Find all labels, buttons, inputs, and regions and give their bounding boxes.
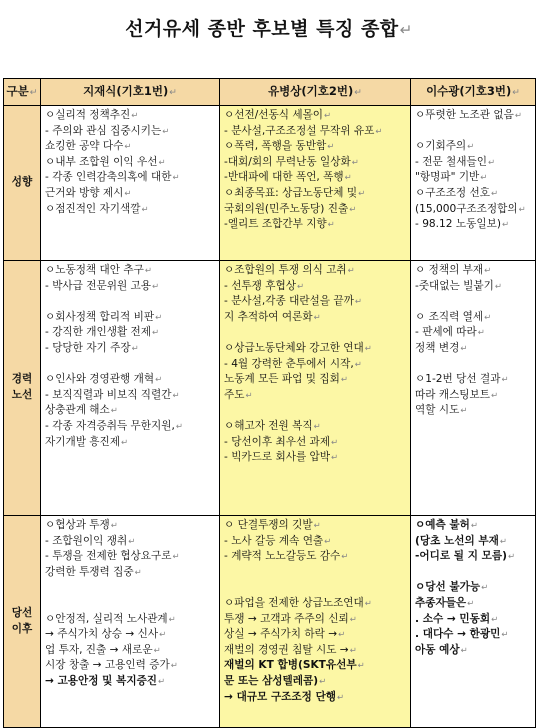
cell-text-line	[224, 674, 407, 690]
line-text: - 선투쟁 후협상	[224, 279, 296, 292]
paragraph-mark-icon: ↵	[172, 551, 180, 562]
cell-candidate-2	[220, 261, 411, 516]
line-text: "항명파" 기반	[415, 171, 480, 184]
paragraph-mark-icon: ↵	[460, 342, 468, 353]
blank-line	[224, 325, 407, 341]
paragraph-mark-icon: ↵	[467, 597, 475, 608]
line-text: - 판세에 따라	[415, 326, 477, 339]
paragraph-mark-icon: ↵	[491, 613, 499, 624]
cell-text-line	[224, 643, 407, 659]
paragraph-mark-icon: ↵	[460, 644, 468, 655]
cell-text-line	[45, 325, 216, 341]
line-text: ㅇ 조직력 열세	[415, 310, 484, 323]
paragraph-mark-icon: ↵	[491, 187, 499, 198]
line-text: ㅇ점진적인 자기색깔	[45, 202, 141, 215]
cell-text-line	[224, 450, 407, 466]
cell-text-line	[224, 596, 407, 612]
row-category-text: 경력	[11, 373, 33, 386]
line-text: ㅇ당선 불가능	[415, 581, 481, 594]
cell-text-line	[45, 108, 216, 124]
cell-text-line	[415, 627, 532, 643]
line-text: -반대파에 대한 폭언, 폭행	[224, 171, 344, 184]
cell-text-line	[415, 108, 532, 124]
header-category: 구분↵	[4, 79, 41, 106]
cell-text-line	[415, 580, 532, 596]
line-text: ㅇ 단결투쟁의 깃발	[224, 519, 313, 531]
paragraph-mark-icon: ↵	[349, 613, 357, 624]
paragraph-mark-icon: ↵	[152, 280, 160, 291]
line-text: 상실 → 주식가치 하락 →	[224, 628, 338, 641]
cell-text-line	[45, 124, 216, 140]
line-text: - 강직한 개인생활 전제	[45, 326, 152, 339]
line-text: - 분사설,각종 대란설을 끝까	[224, 295, 354, 308]
line-text: - 당선이후 최우선 과제	[224, 435, 331, 448]
row-category-text: 이후	[11, 622, 33, 635]
cell-text-line	[415, 403, 532, 419]
cell-text-line	[45, 565, 216, 581]
cell-text-line	[415, 186, 532, 202]
cell-text-line	[45, 403, 216, 419]
header-candidate-1: 지재식(기호1번)↵	[41, 79, 220, 106]
cell-text-line	[415, 310, 532, 326]
paragraph-mark-icon: ↵	[324, 110, 332, 120]
paragraph-mark-icon: ↵	[364, 597, 372, 608]
paragraph-mark-icon: ↵	[499, 535, 507, 546]
cell-text-line	[45, 202, 216, 218]
line-text: - 전문 철새들인	[415, 155, 487, 168]
cell-text-line	[415, 643, 532, 659]
paragraph-mark-icon: ↵	[491, 389, 499, 400]
cell-text-line	[224, 139, 407, 155]
cell-text-line	[45, 388, 216, 404]
cell-text-line	[224, 372, 407, 388]
line-text: - 98.12 노동일보)	[415, 218, 501, 231]
cell-text-line	[224, 202, 407, 218]
line-text: ㅇ해고자 전원 복직	[224, 419, 313, 432]
paragraph-mark-icon: ↵	[340, 374, 348, 385]
cell-text-line	[415, 596, 532, 612]
table-row	[4, 106, 536, 261]
paragraph-mark-icon: ↵	[327, 141, 335, 152]
line-text: ㅇ 정책의 부재	[415, 264, 484, 276]
cell-text-line	[224, 310, 407, 326]
cell-text-line	[45, 155, 216, 171]
line-text: ㅇ파업을 전제한 상급노조연대	[224, 596, 364, 609]
cell-text-line	[224, 627, 407, 643]
paragraph-mark-icon: ↵	[331, 452, 339, 463]
cell-text-line	[415, 139, 532, 155]
line-text: 자기개발 흥진제	[45, 435, 121, 448]
cell-text-line	[224, 518, 407, 534]
cell-text-line	[224, 294, 407, 310]
line-text: - 4월 강력한 춘투에서 시작,	[224, 357, 354, 370]
paragraph-mark-icon: ↵	[338, 629, 346, 640]
line-text: -어디로 될 지 모름)	[415, 550, 507, 563]
header-candidate-2: 유병상(기호2번)↵	[220, 79, 411, 106]
line-text: - 당당한 자기 주장	[45, 341, 131, 354]
line-text: ㅇ기회주의	[415, 140, 467, 153]
row-category-text: 성향	[11, 176, 33, 189]
line-text: 업 투자, 진출 → 새로운	[45, 643, 153, 656]
cell-text-line	[45, 612, 216, 628]
line-text: ㅇ실리적 정책추진	[45, 109, 131, 121]
paragraph-mark-icon: ↵	[484, 311, 492, 322]
cell-text-line	[45, 643, 216, 659]
cell-candidate-2	[220, 106, 411, 261]
blank-line	[224, 565, 407, 581]
cell-text-line	[415, 549, 532, 565]
paragraph-mark-icon: ↵	[159, 629, 167, 640]
paragraph-mark-icon: ↵	[172, 172, 180, 183]
cell-text-line	[224, 170, 407, 186]
cell-text-line	[45, 674, 216, 690]
line-text: ㅇ협상과 투쟁	[45, 519, 110, 531]
line-text: - 박사급 전문위원 고용	[45, 279, 152, 292]
line-text: 국회의원(민주노동당) 진출	[224, 202, 349, 215]
cell-candidate-1	[41, 106, 220, 261]
line-text: ㅇ인사와 경영관행 개혁	[45, 373, 155, 386]
paragraph-mark-icon: ↵	[494, 280, 502, 291]
paragraph-mark-icon: ↵	[364, 342, 372, 353]
cell-text-line	[224, 534, 407, 550]
line-text: -줏대없는 빌붙기	[415, 279, 494, 292]
cell-text-line	[415, 534, 532, 550]
cell-text-line	[224, 279, 407, 295]
paragraph-mark-icon: ↵	[354, 296, 362, 307]
paragraph-mark-icon: ↵	[158, 156, 166, 167]
paragraph-mark-icon: ↵	[331, 436, 339, 447]
cell-text-line	[224, 419, 407, 435]
paragraph-mark-icon: ↵	[501, 374, 509, 385]
line-text: ㅇ1-2번 당선 결과	[415, 373, 501, 386]
row-category-label	[4, 106, 41, 261]
line-text: ㅇ예측 불허	[415, 519, 470, 531]
blank-line	[415, 565, 532, 581]
cell-text-line	[224, 388, 407, 404]
paragraph-mark-icon: ↵	[153, 644, 161, 655]
paragraph-mark-icon: ↵	[319, 675, 327, 686]
cell-candidate-3	[411, 516, 536, 728]
cell-text-line	[224, 124, 407, 140]
row-category-text: 당선	[11, 606, 33, 619]
paragraph-mark-icon: ↵	[172, 389, 180, 400]
paragraph-mark-icon: ↵	[313, 520, 321, 530]
cell-text-line	[224, 217, 407, 233]
line-text: → 주식가치 상승 → 신사	[45, 628, 159, 641]
cell-candidate-1	[41, 261, 220, 516]
cell-candidate-2	[220, 516, 411, 728]
cell-text-line	[45, 372, 216, 388]
line-text: 재벌의 KT 합병(SKT유선부	[224, 659, 357, 672]
line-text: ㅇ회사정책 합리적 비판	[45, 310, 155, 323]
cell-text-line	[45, 534, 216, 550]
paragraph-mark-icon: ↵	[341, 551, 349, 562]
paragraph-mark-icon: ↵	[375, 125, 383, 136]
paragraph-mark-icon: ↵	[484, 265, 492, 275]
cell-text-line	[224, 549, 407, 565]
line-text: 투쟁 → 고객과 주주의 신뢰	[224, 612, 349, 625]
cell-text-line	[224, 690, 407, 706]
paragraph-mark-icon: ↵	[344, 172, 352, 183]
cell-text-line	[224, 108, 407, 124]
cell-text-line	[45, 419, 216, 435]
line-text: → 고용안정 및 복지증진	[45, 674, 158, 687]
line-text: 문 또는 삼성텔레콤)	[224, 674, 319, 687]
row-category-label	[4, 261, 41, 516]
line-text: ㅇ노동정책 대안 추구	[45, 264, 144, 276]
cell-text-line	[415, 202, 532, 218]
cell-text-line	[224, 341, 407, 357]
cell-text-line	[415, 325, 532, 341]
line-text: 지 추적하여 여론화	[224, 310, 313, 323]
line-text: 근거와 방향 제시	[45, 186, 124, 199]
cell-text-line	[45, 518, 216, 534]
paragraph-mark-icon: ↵	[245, 389, 253, 400]
cell-text-line	[415, 612, 532, 628]
line-text: - 조합원이익 쟁취	[45, 534, 128, 547]
line-text: ㅇ내부 조합원 이익 우선	[45, 155, 158, 168]
paragraph-mark-icon: ↵	[168, 613, 176, 624]
paragraph-mark-icon: ↵	[313, 420, 321, 431]
cell-text-line	[45, 627, 216, 643]
cell-candidate-1	[41, 516, 220, 728]
paragraph-mark-icon: ↵	[155, 374, 163, 385]
cell-text-line	[224, 155, 407, 171]
blank-line	[224, 403, 407, 419]
paragraph-mark-icon: ↵	[514, 110, 522, 120]
paragraph-mark-icon: ↵	[110, 520, 118, 530]
table-row	[4, 516, 536, 728]
paragraph-mark-icon: ↵	[162, 125, 170, 136]
line-text: ㅇ조합원의 투쟁 의식 고취	[224, 264, 347, 276]
cell-text-line	[415, 279, 532, 295]
line-text: (당초 노선의 부재	[415, 534, 499, 547]
paragraph-mark-icon: ↵	[507, 551, 516, 562]
paragraph-mark-icon: ↵	[354, 358, 362, 369]
cell-text-line	[45, 139, 216, 155]
paragraph-mark-icon: ↵	[477, 327, 485, 338]
line-text: ㅇ구조조정 선호	[415, 186, 491, 199]
paragraph-mark-icon: ↵	[110, 405, 118, 416]
line-text: 정책 변경	[415, 341, 460, 354]
paragraph-mark-icon: ↵	[349, 203, 357, 214]
line-text: - 노사 갈등 계속 연출	[224, 534, 324, 547]
paragraph-mark-icon: ↵	[134, 566, 142, 577]
paragraph-mark-icon: ↵	[501, 219, 510, 230]
line-text: ㅇ폭력, 폭행을 동반함	[224, 140, 327, 153]
line-text: - 분사설,구조조정설 무작위 유포	[224, 124, 375, 137]
line-text: ㅇ선전/선동식 세몰이	[224, 109, 324, 121]
paragraph-mark-icon: ↵	[358, 187, 366, 198]
blank-line	[415, 294, 532, 310]
paragraph-mark-icon: ↵	[131, 110, 139, 120]
paragraph-mark-icon: ↵	[152, 327, 160, 338]
cell-text-line	[224, 263, 407, 279]
cell-text-line	[415, 217, 532, 233]
paragraph-mark-icon: ↵	[470, 520, 478, 530]
paragraph-mark-icon: ↵	[337, 691, 345, 702]
cell-text-line	[224, 357, 407, 373]
line-text: - 투쟁을 전제한 협상요구로	[45, 550, 172, 563]
paragraph-mark-icon: ↵	[175, 420, 183, 431]
line-text: ㅇ상급노동단체와 강고한 연대	[224, 341, 364, 354]
cell-text-line	[45, 658, 216, 674]
line-text: ㅇ최종목표: 상급노동단체 및	[224, 186, 358, 199]
paragraph-mark-icon: ↵	[144, 265, 152, 275]
cell-text-line	[415, 341, 532, 357]
candidate-comparison-table	[3, 78, 536, 728]
line-text: ㅇ안정적, 실리적 노사관계	[45, 612, 168, 625]
cell-text-line	[415, 518, 532, 534]
line-text: 시장 창출 → 고용인력 증가	[45, 659, 170, 672]
cell-text-line	[45, 549, 216, 565]
document-title: 선거유세 종반 후보별 특징 종합↵	[125, 18, 413, 40]
paragraph-mark-icon: ↵	[480, 172, 488, 183]
blank-line	[415, 124, 532, 140]
table-header-row	[4, 79, 536, 106]
cell-text-line	[415, 372, 532, 388]
cell-text-line	[415, 155, 532, 171]
line-text: 역할 시도	[415, 404, 460, 417]
line-text: - 각종 자격증취득 무한지원,	[45, 419, 175, 432]
cell-text-line	[45, 435, 216, 451]
paragraph-mark-icon: ↵	[481, 582, 489, 593]
paragraph-mark-icon: ↵	[170, 660, 178, 671]
line-text: 재벌의 경영권 침탈 시도 →	[224, 643, 349, 656]
cell-text-line	[224, 612, 407, 628]
line-text: 노동계 모든 파업 및 집회	[224, 373, 340, 386]
paragraph-mark-icon: ↵	[296, 280, 305, 291]
line-text: 따라 캐스팅보트	[415, 388, 491, 401]
paragraph-mark-icon: ↵	[158, 675, 166, 686]
line-text: - 계략적 노노갈등도 감수	[224, 550, 341, 563]
header-candidate-3: 이수광(기호3번)↵	[411, 79, 536, 106]
cell-text-line	[45, 310, 216, 326]
paragraph-mark-icon: ↵	[351, 156, 359, 167]
line-text: (15,000구조조정합의	[415, 202, 518, 215]
cell-text-line	[45, 279, 216, 295]
line-text: . 대다수 → 한광민	[415, 628, 501, 641]
paragraph-mark-icon: ↵	[327, 219, 335, 230]
paragraph-mark-icon: ↵	[121, 436, 129, 447]
cell-text-line	[45, 186, 216, 202]
paragraph-mark-icon: ↵	[357, 660, 365, 671]
paragraph-mark-icon: ↵	[155, 311, 163, 322]
line-text: 추종자들은	[415, 596, 467, 609]
line-text: 주도	[224, 388, 245, 401]
paragraph-mark-icon: ↵	[467, 141, 475, 152]
cell-text-line	[224, 435, 407, 451]
line-text: → 대규모 구조조정 단행	[224, 690, 337, 703]
line-text: 강력한 투쟁력 집중	[45, 565, 134, 578]
blank-line	[45, 580, 216, 596]
cell-candidate-3	[411, 106, 536, 261]
line-text: - 빅카드로 회사를 압박	[224, 451, 331, 464]
line-text: 상충관계 해소	[45, 404, 110, 417]
paragraph-mark-icon: ↵	[501, 629, 509, 640]
row-category-text: 노선	[11, 389, 33, 401]
paragraph-mark-icon: ↵	[131, 342, 139, 353]
paragraph-mark-icon: ↵	[487, 156, 496, 167]
paragraph-mark-icon: ↵	[349, 644, 357, 655]
blank-line	[415, 357, 532, 373]
row-category-label	[4, 516, 41, 728]
cell-text-line	[45, 170, 216, 186]
paragraph-mark-icon: ↵	[124, 187, 132, 198]
line-text: 아동 예상	[415, 643, 460, 656]
cell-text-line	[45, 341, 216, 357]
cell-candidate-3	[411, 261, 536, 516]
paragraph-mark-icon: ↵	[324, 535, 332, 546]
paragraph-mark-icon: ↵	[347, 265, 355, 275]
paragraph-mark-icon: ↵	[313, 311, 321, 322]
cell-text-line	[45, 263, 216, 279]
cell-text-line	[224, 186, 407, 202]
paragraph-mark-icon: ↵	[124, 141, 132, 152]
line-text: - 보직직렬과 비보직 직렬간	[45, 388, 172, 401]
table-row	[4, 261, 536, 516]
blank-line	[224, 580, 407, 596]
line-text: . 소수 → 민동회	[415, 612, 491, 625]
paragraph-mark-icon: ↵	[128, 535, 136, 546]
line-text: - 각종 인력감축의혹에 대한	[45, 171, 172, 184]
blank-line	[45, 294, 216, 310]
paragraph-mark-icon: ↵	[460, 405, 468, 416]
cell-text-line	[415, 388, 532, 404]
line-text: -엘리트 조합간부 지향	[224, 218, 327, 231]
blank-line	[45, 357, 216, 373]
cell-text-line	[415, 170, 532, 186]
cell-text-line	[224, 658, 407, 674]
line-text: -대회/회의 무력난동 일상화	[224, 155, 351, 168]
line-text: 쇼킹한 공약 다수	[45, 140, 124, 153]
cell-text-line	[415, 263, 532, 279]
line-text: - 주의와 관심 집중시키는	[45, 124, 162, 137]
blank-line	[45, 596, 216, 612]
paragraph-mark-icon: ↵	[141, 203, 149, 214]
line-text: ㅇ뚜렷한 노조관 없음	[415, 109, 514, 121]
paragraph-mark-icon: ↵	[518, 203, 526, 214]
